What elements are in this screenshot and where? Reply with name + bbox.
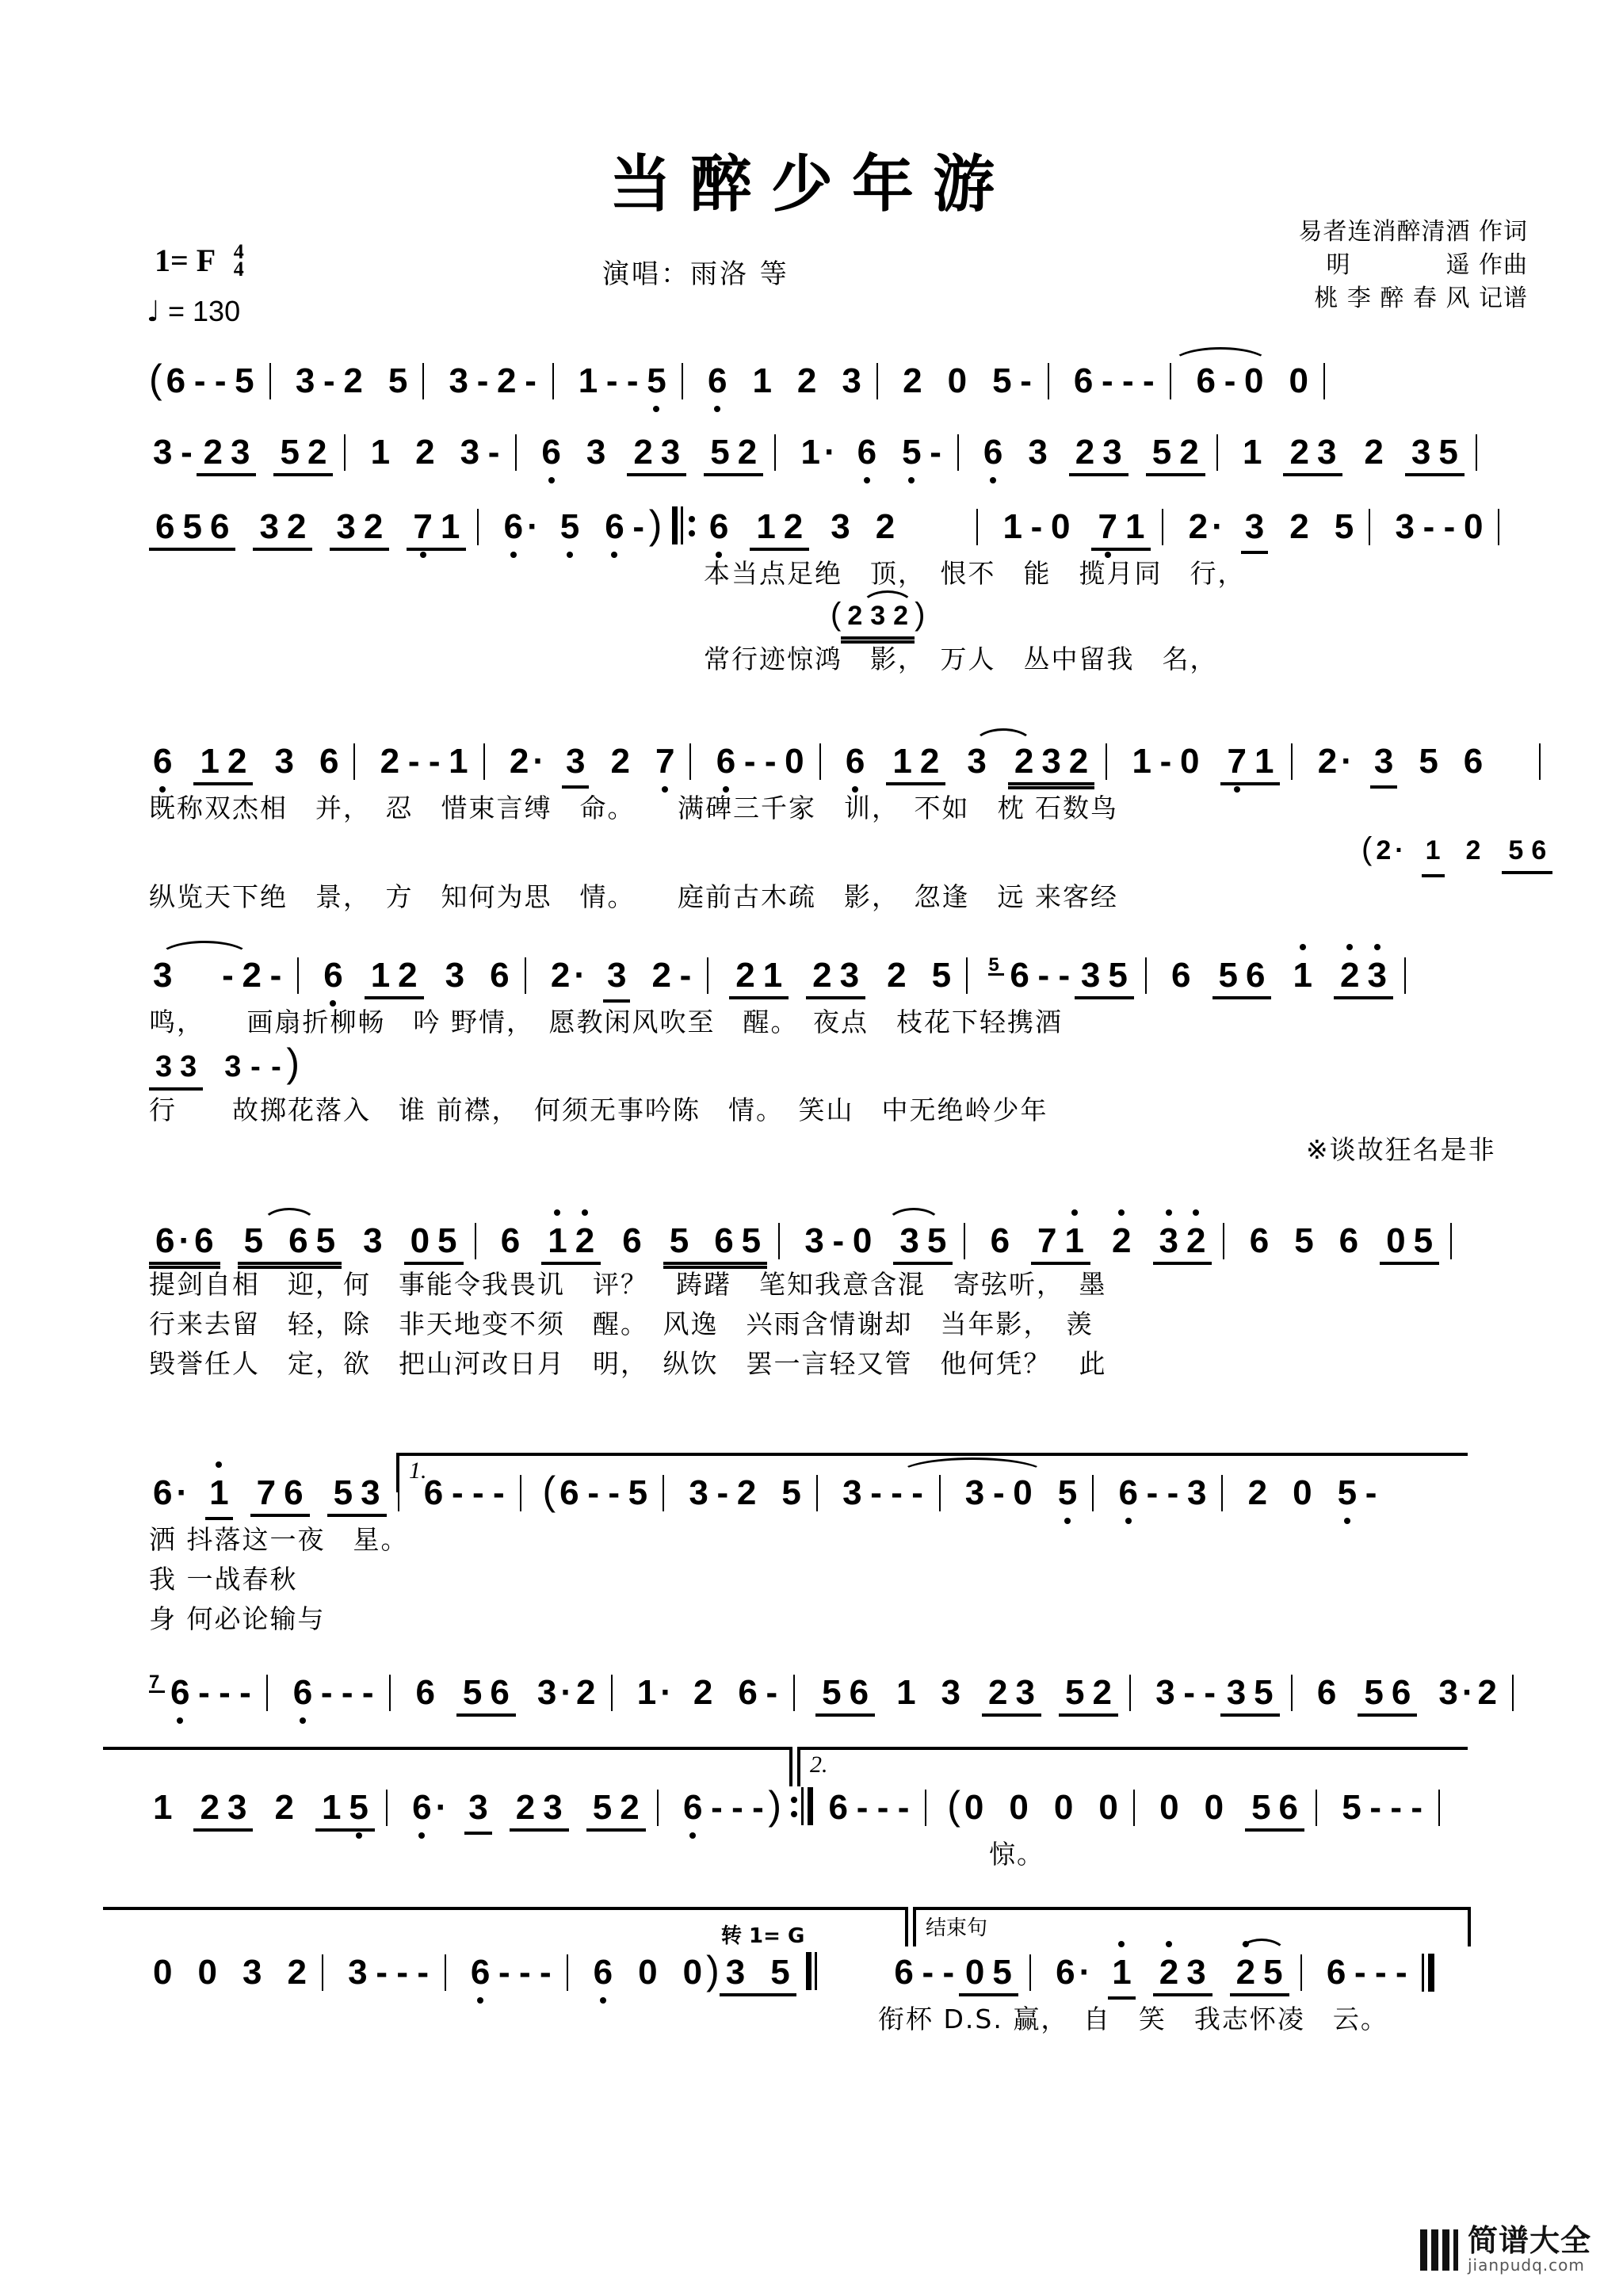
system-2 <box>0 741 1623 917</box>
slur-arc <box>973 728 1033 748</box>
lyricist-credit: 易者连消醉清酒 作词 <box>1298 218 1528 246</box>
lyric-line-1: 提剑自相 迎，何 事能令我畏讥 评？ 踌躇 笔知我意含混 寄弦听， 墨 <box>149 1269 1107 1300</box>
alt-note-group: 3 3 3 - - ) <box>149 1042 1528 1091</box>
ending-phrase-label: 结束句 <box>926 1916 988 1940</box>
lyric-line-1: 衔杯 D.S. 赢， 自 笑 我志怀凌 云。 <box>878 2004 1388 2034</box>
note-row: 6 5 6 3 2 3 2 7 1 6 · 5 6 - ) 6 1 2 3 2 1 - 0 7 1 2 · 3 2 5 3 - - 0 <box>149 504 1528 554</box>
slur-arc <box>861 590 915 610</box>
composer-credit: 明 遥 作曲 <box>1326 251 1528 279</box>
system-1 <box>0 358 1623 402</box>
tie-arc <box>1171 347 1270 367</box>
tempo-value: = 130 <box>168 295 241 327</box>
key-label: 1= F <box>155 243 215 278</box>
lyric-line-2: 我 一战春秋 <box>149 1564 298 1595</box>
quarter-note-icon: ♩ <box>147 296 160 328</box>
double-barline <box>806 1952 830 1992</box>
system-8 <box>0 1916 1623 2039</box>
slur-arc-2 <box>886 1208 941 1228</box>
repeat-count-7: 7 <box>149 1675 165 1693</box>
piano-keys-icon <box>1419 2229 1460 2271</box>
system-1b <box>0 432 1623 476</box>
lyric-line-1: 洒 抖落这一夜 星。 <box>149 1524 409 1555</box>
lyric-line-2: 行来去留 轻，除 非天地变不须 醒。 风逸 兴雨含情谢却 当年影， 羡 <box>149 1308 1094 1339</box>
time-signature <box>233 239 244 281</box>
alt-note-group: ( 2 3 2 ) <box>149 594 1528 640</box>
notator-credit: 桃 李 醉 春 风 记谱 <box>1314 285 1528 312</box>
key-signature <box>155 239 244 281</box>
final-barline <box>1422 1954 1436 1992</box>
repeat-start-sign <box>672 506 696 546</box>
note-row: 3 - 2 - 6 1 2 3 6 2 · 3 2 - 2 1 2 3 2 5 5 6 - - 3 5 6 5 6 1 2 3 <box>149 955 1528 1003</box>
system-5 <box>0 1457 1623 1639</box>
system-4 <box>0 1221 1623 1384</box>
system-6 <box>0 1672 1623 1717</box>
lyric-line-3: 身 何必论输与 <box>149 1603 326 1634</box>
note-row: 0 0 3 2 3 - - - 6 - - - 6 0 0 ) 3 5 6 - - 0 5 6 · 1 2 3 2 5 6 - - - <box>149 1926 1528 2000</box>
note-row: 6 · 6 5 6 5 3 0 5 6 1 2 6 5 6 5 3 - 0 3 5 6 7 1 2 3 2 6 5 6 0 5 <box>149 1221 1528 1265</box>
system-1c <box>0 504 1623 679</box>
note-row: 1 2 3 2 1 5 6 · 3 2 3 5 2 6 - - - ) 6 - - - ( 0 0 0 0 0 0 5 6 5 - - - <box>149 1759 1528 1835</box>
lyric-line-2: 常行迹惊鸿 影， 万人 丛中留我 名， <box>704 644 1218 674</box>
repeat-end-sign <box>791 1787 815 1827</box>
lyric-line-1: 惊。 <box>989 1839 1044 1870</box>
meter-bottom: 4 <box>233 257 244 281</box>
meter-top: 4 <box>233 239 244 263</box>
site-watermark <box>1419 2225 1591 2274</box>
lyric-line-3: ※谈故狂名是非 <box>1306 1134 1496 1165</box>
lyric-line-1: 鸣， 画扇折柳畅 吟 野情， 愿教闲风吹至 醒。 夜点 枝花下轻携酒 <box>149 1007 1063 1037</box>
slur-arc <box>262 1208 317 1228</box>
tempo-marking <box>147 295 240 328</box>
lyric-line-1: 本当点足绝 顶， 恨不 能 揽月同 行， <box>704 558 1246 589</box>
note-row: 6 1 2 3 6 2 - - 1 2 · 3 2 7 6 - - 0 6 1 2 3 2 3 2 1 - 0 7 1 2 · 3 5 6 <box>149 741 1528 789</box>
brand-domain: jianpudq.com <box>1467 2256 1585 2275</box>
alt-note-group: ( 2 · 1 2 5 6 <box>149 828 1528 877</box>
system-7 <box>0 1752 1623 1874</box>
credits-block <box>1298 216 1528 315</box>
lyric-line-2: 纵览天下绝 景， 方 知何为思 情。 庭前古木疏 影， 忽逢 远 来客经 <box>149 881 1118 912</box>
repeat-count-5: 5 <box>988 957 1004 976</box>
system-3 <box>0 955 1623 1170</box>
note-row: 7 6 - - - 6 - - - 6 5 6 3 · 2 1 · 2 6 - 5 6 1 3 2 3 5 2 3 - - 3 5 6 5 6 3 · 2 <box>149 1672 1528 1717</box>
note-row: ( 6 - - 5 3 - 2 5 3 - 2 - 1 - - 5 6 1 2 3 2 0 5 - 6 - - - 6 - 0 0 <box>149 358 1528 402</box>
singer-credit: 演唱：雨洛 等 <box>602 258 789 290</box>
lyric-line-3: 毁誉任人 定，欲 把山河改日月 明， 纵饮 罢一言轻又管 他何凭？ 此 <box>149 1348 1107 1379</box>
tie-arc <box>158 941 250 961</box>
first-ending-label: 1. <box>409 1457 427 1484</box>
second-ending-label: 2. <box>810 1752 828 1778</box>
note-row: 6 · 1 7 6 5 3 6 - - - ( 6 - - 5 3 - 2 5 3 - - - 3 - 0 5 6 - - 3 2 0 5 - <box>149 1470 1528 1520</box>
lyric-line-2: 行 故掷花落入 谁 前襟， 何须无事吟陈 情。 笑山 中无绝岭少年 <box>149 1095 1048 1125</box>
brand-name: 简谱大全 <box>1467 2223 1591 2259</box>
modulation-label: 转 1= G <box>721 1924 805 1948</box>
lyric-line-1: 既称双杰相 并， 忍 惜束言缚 命。 满碑三千家 训， 不如 枕 石数鸟 <box>149 793 1118 823</box>
page-title: 当醉少年游 <box>609 149 1014 220</box>
note-row: 3 - 2 3 5 2 1 2 3 - 6 3 2 3 5 2 1 · 6 5 - 6 3 2 3 5 2 1 2 3 2 3 5 <box>149 432 1528 476</box>
